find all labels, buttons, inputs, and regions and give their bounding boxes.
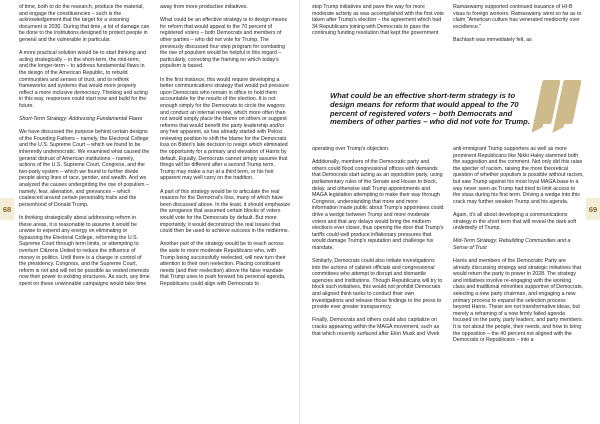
paragraph: of time, both to do the research, produce the material, and engage the constituencies – such is the acknowledgement that the target for a visioning document is 2030. During that time, a lot of damage can be done to the institutions designed to protect people in general and the vulnerable in particular. — [19, 4, 150, 43]
text-column-4-bottom — [453, 146, 584, 422]
paragraph: Similarly, Democrats could also initiate investigations into the actions of cabinet officials and congressional committees who attempt to disrupt and dismantle agencies and institutions. Though Republicans will try to block such initiatives, this would not prohibit Democrats and aligned think tanks to conduct their own investigations and release those findings to the press to provide ever greater transparency. — [312, 258, 443, 311]
paragraph: In the first instance, this would require developing a better communications strategy that would put pressure upon Democrats who remain in office to hold them accountable for the results of the election. It is not enough simply for the Democrats to circle the wagons and conduct an internal review, which more often than not would simply place the blame on others or suggest reforms that would benefit the party leadership and/or any heir apparent, as has already started with Pelosi reviewing position to shift the blame for the Democrats loss on Biden's late decision to resign which eliminated the opportunity for a primary and elevation of Harris by default. Equally, Democrats cannot simply assume that things will be different after a second Trump term. Trump may make a run at a third term, or his heir apparent may well carry on the tradition. — [160, 76, 289, 182]
text-column-4-top — [453, 4, 584, 76]
gutter-divider — [299, 0, 300, 424]
pull-quote: What could be an effective short-term strategy is to design means for reform that would appeal to the 70 percent of registered voters – both Democrats and members of other parties – who did not vote for Trump. — [330, 91, 530, 127]
page-number-right: 69 — [586, 198, 600, 220]
text-column-1 — [19, 4, 150, 422]
paragraph: Another part of the strategy would be to reach across the aisle to more moderate Republicans who, with Trump being successfully reelected, will now turn their attention to their own reelection. Placing constituent needs (and their reelection) above the false mandate that Trump uses to push forward his personal agenda, Republicans could align with Democrats to — [160, 241, 286, 287]
paragraph: anti-immigrant Trump supporters as well as more prominent Republicans like Nikki Haley slammed both the suggestion and the comment. Not only did this raise the specter of racism, raising the more theoretical question of whether populism is possible without racism, but saw Trump against his most loyal MAGA base in a way never seen as Trump had tried to limit access to the visas during his first term. Driving a wedge into this crack may further weaken Trump and his agenda. — [453, 146, 584, 205]
paragraph: operating over Trump's objection. — [312, 146, 390, 152]
closing-quote-icon — [532, 80, 580, 126]
text-column-3-top — [312, 4, 444, 46]
paragraph: Harris and members of the Democratic Party are already discussing strategy and strategic initiatives that would return the party to power in 2028. The strategy and initiatives involve re-engaging with the working class and traditional minorities supportive of Democrats, selecting a new party chairman, and engaging a new primary process to expand the selection process beyond Harris. These are not transformative ideas, but merely a reframing of a now firmly failed agenda focused on the party, party leaders, and party members. It is not about the people, their needs, and how to bring the opposition – the 40 percent not aligned with the Democrats or Republicans – into a — [453, 258, 584, 344]
paragraph: Bachlash was immediately felt, as — [453, 36, 532, 43]
paragraph: A more practical solution would be to start thinking and acting strategically – in the short-term, the mid-term, and the longer-term – to address fundamental flaws in the design of the American Republic, to rebuild communities and senses of trust, and to rethink frameworks and systems that would more properly reflect a more inclusive democracy. Thinking and acting in this way, responses could start now and build for the future. — [19, 50, 148, 109]
page-number-left: 68 — [0, 198, 14, 220]
paragraph: stop Trump initiatives and pave the way for more moderate activity as was accomplished with the first vote taken after Trump's election – the agreement which had 34 Republicans joining with Democrats to pass the continuing funding resolution that kept the government — [312, 4, 444, 37]
paragraph: Ramaswamy supported continued issuance of HI-B visas to foreign workers. Ramaswamy went so far as to claim "American culture has venerated mediocrity over excellence." — [453, 4, 582, 30]
subheading-mid-term-strategy: Mid-Term Strategy: Rebuilding Communities and a Sense of Trust — [453, 238, 571, 251]
paragraph: away from more productive initiatives. — [160, 4, 248, 10]
paragraph: We have discussed the purpose behind certain designs of the Founding Fathers – namely, the Electoral College and the U.S. Supreme Court – which we found to be inherently undemocratic. We examined what caused the general distrust of American institutions – namely, actions of the U.S. Supreme Court, Congress, and the two-party system – which we found to further divide people along lines of race, gender, and wealth. And we analyzed the causes undergirding the rise of populism – namely, fear, alienation, and grievances – which coalesced around certain personality traits and the personhood of Donald Trump. — [19, 129, 150, 208]
paragraph: Again, it's all about developing a communications strategy in the short term that will reveal the dark soft underbelly of Trump. — [453, 211, 577, 232]
paragraph: In thinking strategically about addressing reform in these areas, it is reasonable to assume it would be unwise to expend any energy on eliminating or bypassing the Electoral College, reforming the U.S. Supreme Court through term limits, or attempting to overturn Citizens United to reduce the influence of money in politics. Until there is a change in control of the presidency, Congress, and the Supreme Court, reform is not and will not be possible as vested interests now their power to existing structures. As such, any time spent on these unwinnable campaigns would take time — [19, 215, 150, 287]
paragraph: What could be an effective strategy is to design means for reform that would appeal to the 70 percent of registered voters – both Democrats and members of other parties – who did not vote for Trump. The previously discussed four-step program for combating the rise of populism would be helpful in this regard – particularly, correcting the framing on which today's populism is based. — [160, 17, 288, 70]
subheading-short-term-strategy: Short-Term Strategy: Addressing Fundamental Flaws — [19, 116, 143, 123]
paragraph: A part of this strategy would be to articulate the real reasons for the Democrat's loss, many of which have been discussed above. In the least, it should emphasize the arrogance that assumed certain blocks of voters would vote for the Democrats by default. But more importantly, it would deconstruct the real issues that could then be used to achieve success in the midterms. — [160, 188, 291, 235]
text-column-2 — [160, 4, 291, 422]
paragraph: Finally, Democrats and others could also capitalize on cracks appearing within the MAGA movement, such as that which recently surfaced after Elon Musk and Vivek — [312, 317, 440, 337]
paragraph: Additionally, members of the Democratic party and others could flood congressional offices with demands that Democrats start acting as an opposition party, using parliamentary rules of the Senate and House to block, delay, and otherwise stall Trump appointments and MAGA legislation attempting to make their way through Congress, understanding that more and more information made public about Trump's appointees could drive a wedge between Trump and more moderate voters and that any delays would bring the midterm elections ever closer, thus opening the door that Trump's tariffs could well produce inflationary pressures that would damage Trump's reputation and challenge his mandate. — [312, 159, 444, 251]
text-column-3-bottom — [312, 146, 444, 422]
